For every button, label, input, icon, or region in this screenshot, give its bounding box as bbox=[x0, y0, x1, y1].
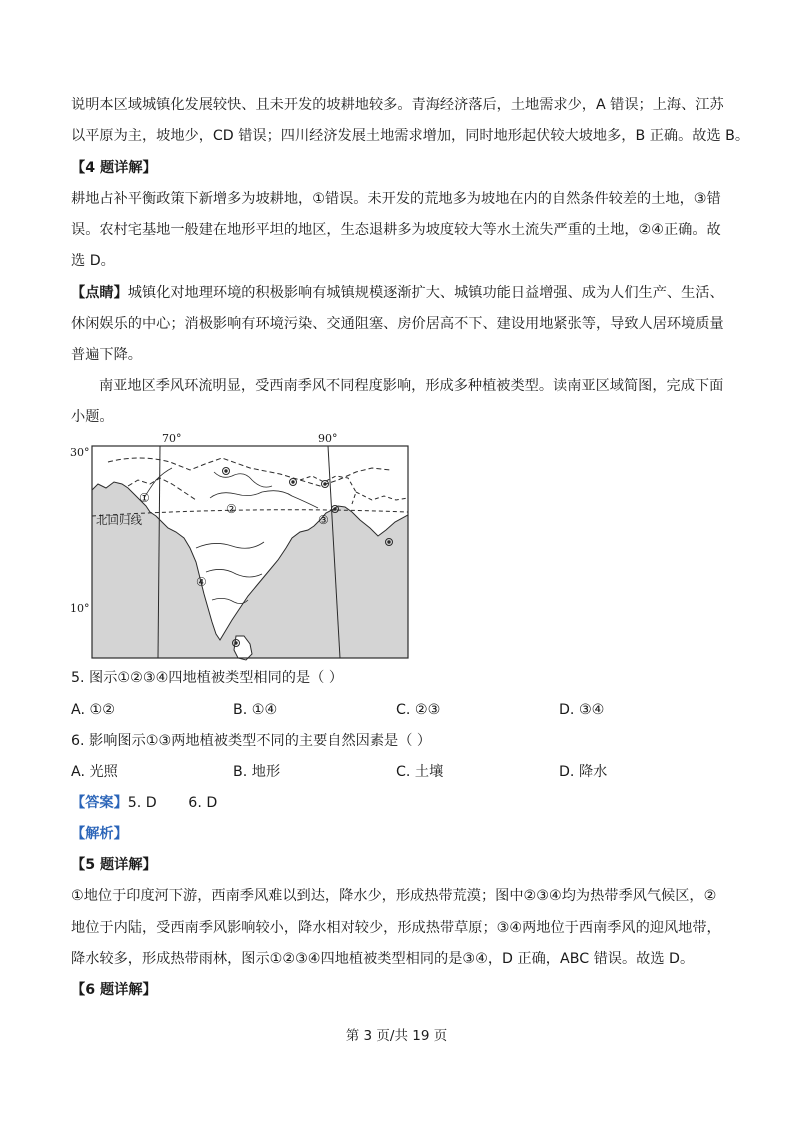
q5-stem: 5. 图示①②③④四地植被类型相同的是（ ） bbox=[71, 670, 344, 686]
text-line: 选 D。 bbox=[71, 253, 115, 269]
intro-line: 南亚地区季风环流明显，受西南季风不同程度影响，形成多种植被类型。读南亚区域简图，完成下面 bbox=[99, 378, 724, 394]
text-line: 以平原为主，坡地少，CD 错误；四川经济发展土地需求增加，同时地形起伏较大坡地多，B 正确。故选 B。 bbox=[71, 128, 750, 144]
lon-label: 70° bbox=[162, 432, 182, 445]
q6-option-a: A. 光照 bbox=[71, 764, 118, 780]
marker-3: ③ bbox=[318, 513, 329, 527]
q6-option-b: B. 地形 bbox=[233, 764, 281, 780]
section-header: 【4 题详解】 bbox=[71, 160, 157, 176]
text-line: 说明本区域城镇化发展较快、且未开发的坡耕地较多。青海经济落后，土地需求少，A 错误；上海、江苏 bbox=[71, 97, 724, 113]
q6-option-c: C. 土壤 bbox=[396, 764, 444, 780]
q5-option-d: D. ③④ bbox=[559, 702, 605, 718]
lat-label: 10° bbox=[70, 602, 90, 615]
dianjing-text: 城镇化对地理环境的积极影响有城镇规模逐渐扩大、城镇功能日益增强、成为人们生产、生活、 bbox=[127, 285, 724, 301]
text-line bbox=[71, 283, 724, 303]
dianjing-label: 【点睛】 bbox=[71, 285, 128, 301]
q5-option-a: A. ①② bbox=[71, 702, 115, 718]
south-asia-map bbox=[68, 430, 413, 662]
marker-2: ② bbox=[226, 502, 237, 516]
text-line: 降水较多，形成热带雨林，图示①②③④四地植被类型相同的是③④，D 正确，ABC 错误。故选 D。 bbox=[71, 951, 695, 967]
text-line: 地位于内陆，受西南季风影响较小，降水相对较少，形成热带草原；③④两地位于西南季风的迎风地带， bbox=[71, 920, 721, 936]
q5-option-c: C. ②③ bbox=[396, 702, 441, 718]
tropic-label: 北回归线 bbox=[96, 513, 142, 527]
section-header: 【6 题详解】 bbox=[71, 982, 157, 998]
page-footer: 第 3 页/共 19 页 bbox=[345, 1028, 448, 1044]
q6-stem: 6. 影响图示①③两地植被类型不同的主要自然因素是（ ） bbox=[71, 733, 432, 749]
q5-option-b: B. ①④ bbox=[233, 702, 278, 718]
intro-line: 小题。 bbox=[71, 409, 114, 425]
section-header: 【5 题详解】 bbox=[71, 857, 157, 873]
marker-1: ① bbox=[139, 491, 150, 505]
lat-label: 30° bbox=[70, 446, 90, 459]
text-line: 休闲娱乐的中心；消极影响有环境污染、交通阻塞、房价居高不下、建设用地紧张等，导致人居环境质量 bbox=[71, 316, 724, 332]
answer-line bbox=[71, 793, 217, 813]
text-line: 误。农村宅基地一般建在地形平坦的地区，生态退耕多为坡度较大等水土流失严重的土地，②④正确。故 bbox=[71, 222, 721, 238]
answer-text: 5. D 6. D bbox=[127, 795, 218, 811]
q6-option-d: D. 降水 bbox=[559, 764, 608, 780]
text-line: 普遍下降。 bbox=[71, 347, 142, 363]
answer-label: 【答案】 bbox=[71, 795, 128, 811]
jiexi-header: 【解析】 bbox=[71, 826, 128, 842]
text-line: ①地位于印度河下游，西南季风难以到达，降水少，形成热带荒漠；图中②③④均为热带季风气候区，② bbox=[71, 888, 717, 904]
text-line: 耕地占补平衡政策下新增多为坡耕地，①错误。未开发的荒地多为坡地在内的自然条件较差的土地，③错 bbox=[71, 191, 721, 207]
marker-4: ④ bbox=[196, 575, 207, 589]
lon-label: 90° bbox=[318, 432, 338, 445]
